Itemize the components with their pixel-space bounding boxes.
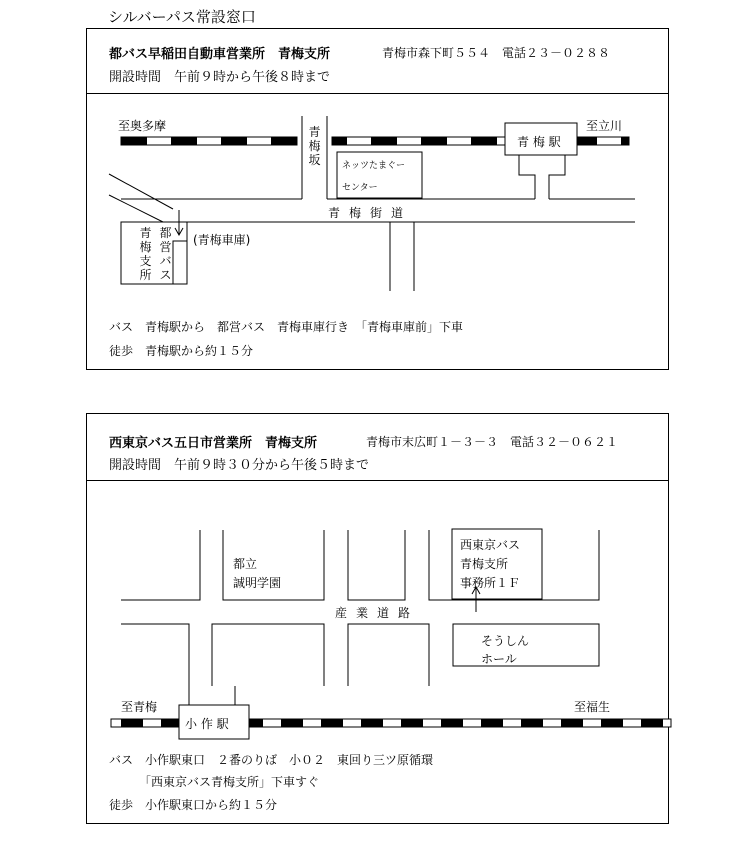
office2-name: 西東京バス五日市営業所 青梅支所 <box>109 436 318 451</box>
office2-access-bus-2: 「西東京バス青梅支所」下車すぐ <box>139 775 320 789</box>
hall-label-2: ホール <box>481 652 517 666</box>
railway-east <box>332 137 629 145</box>
office1-hours: 開設時間 午前９時から午後８時まで <box>109 70 331 85</box>
road-label: 産業道路 <box>335 606 420 620</box>
branch-label: 青梅支所 <box>139 226 152 282</box>
office2-access-bus-1: バス 小作駅東口 ２番のりば 小０２ 東回り三ツ原循環 <box>109 753 434 767</box>
office2-panel <box>86 413 669 824</box>
office1-access-bus: バス 青梅駅から 都営バス 青梅車庫行き 「青梅車庫前」下車 <box>109 320 464 334</box>
hall-label-1: そうしん <box>481 634 530 648</box>
office1-name: 都バス早稲田自動車営業所 青梅支所 <box>109 47 331 62</box>
office1-address: 青梅市森下町５５４ 電話２３－０２８８ <box>382 46 611 60</box>
label-to-west: 至奥多摩 <box>118 119 167 133</box>
railway-west <box>121 137 297 145</box>
garage-label: (青梅車庫) <box>193 233 251 247</box>
office1-panel <box>86 28 669 370</box>
station-label: 青 梅 駅 <box>517 135 561 149</box>
label-to-west: 至青梅 <box>121 700 158 714</box>
building-label-1: ネッツたまぐー <box>342 161 406 171</box>
street-label: 青梅街道 <box>328 206 413 220</box>
garage-vertical-label: 都営バス <box>159 226 172 282</box>
page-title: シルバーパス常設窓口 <box>108 8 256 26</box>
office2-hours: 開設時間 午前９時３０分から午後５時まで <box>109 458 370 473</box>
label-to-east: 至福生 <box>574 700 611 714</box>
station-label: 小 作 駅 <box>185 717 229 731</box>
school-label-1: 都立 <box>233 557 258 571</box>
slope-label: 青梅坂 <box>308 125 321 167</box>
school-label-2: 誠明学園 <box>233 576 282 590</box>
garage-box <box>173 241 187 284</box>
office2-label-1: 西東京バス <box>460 538 521 552</box>
office1-access-walk: 徒歩 青梅駅から約１５分 <box>109 344 254 358</box>
label-to-east: 至立川 <box>586 119 623 133</box>
office2-access-walk: 徒歩 小作駅東口から約１５分 <box>109 798 278 812</box>
office2-label-3: 事務所１Ｆ <box>460 576 521 590</box>
office2-label-2: 青梅支所 <box>460 557 509 571</box>
building-label-2: センター <box>342 183 378 193</box>
office2-address: 青梅市末広町１－３－３ 電話３２－０６２１ <box>366 435 619 449</box>
